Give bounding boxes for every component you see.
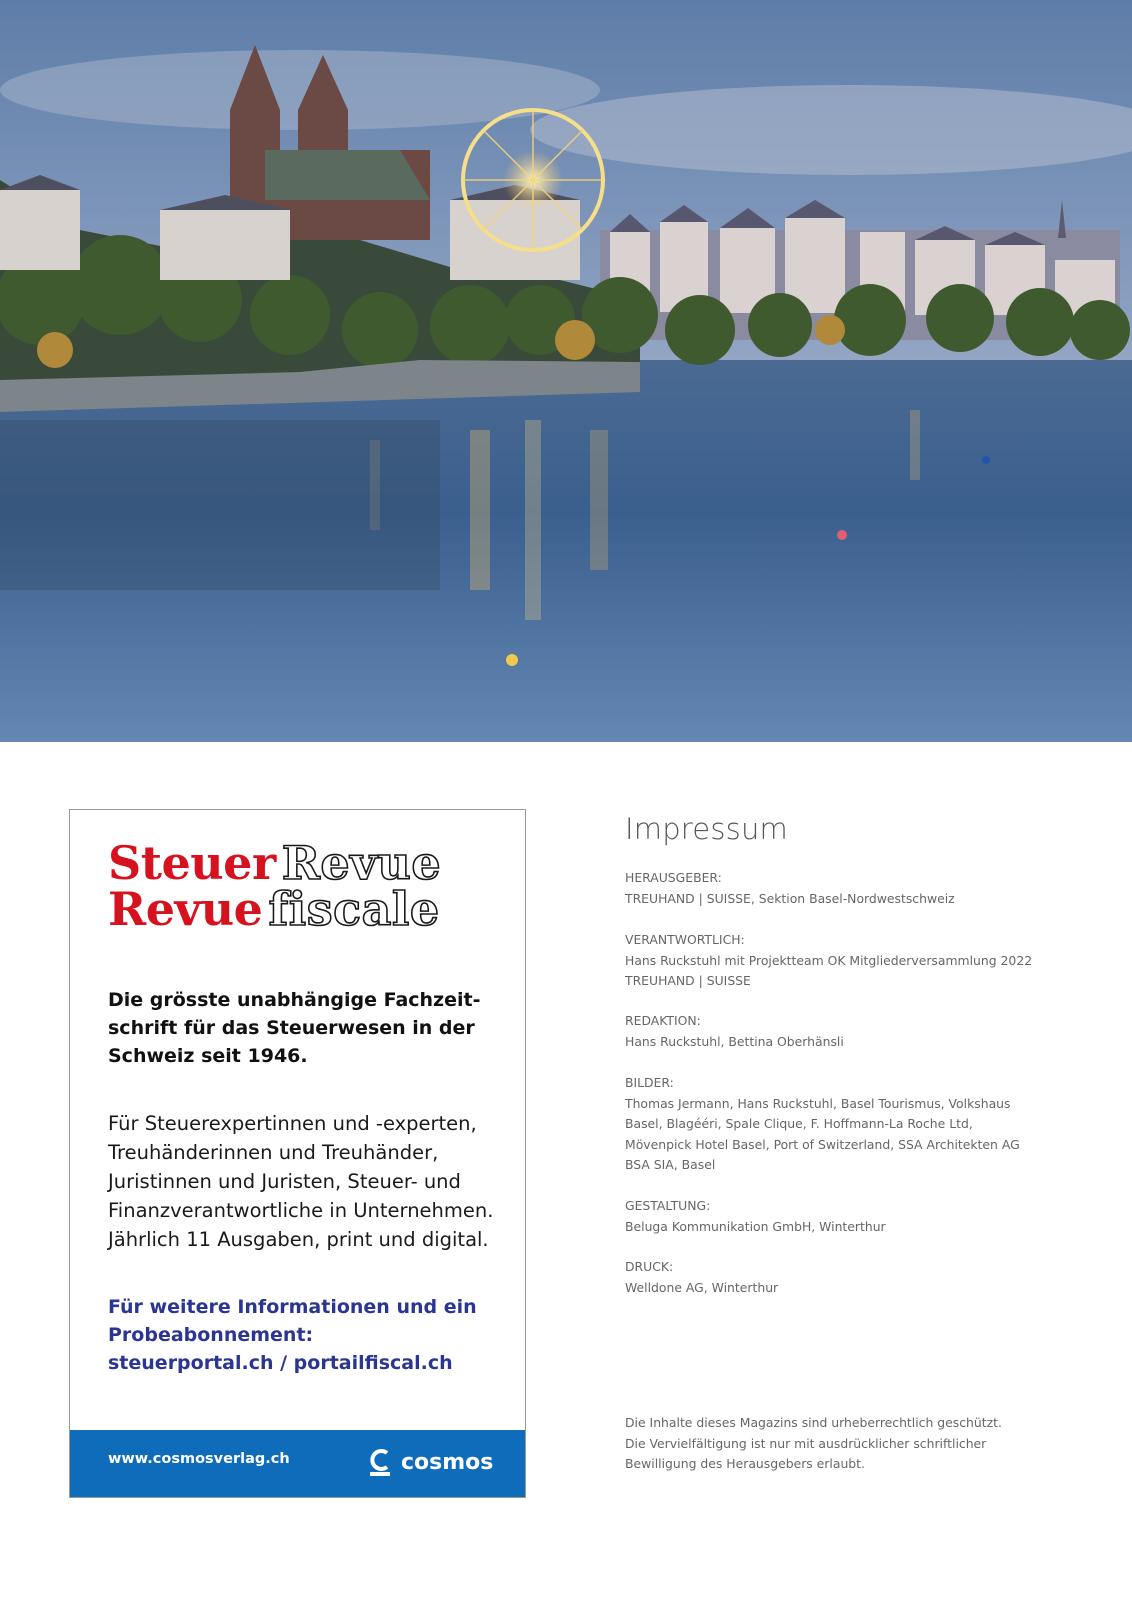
- ad-lead-text: [108, 986, 508, 1070]
- copyright-line: Die Inhalte dieses Magazins sind urheberrechtlich geschützt.: [625, 1415, 1002, 1430]
- impressum-line: Basel, Blagééri, Spale Clique, F. Hoffmann-La Roche Ltd,: [625, 1116, 973, 1131]
- logo-line-2: [108, 882, 440, 936]
- ad-info-line: Für weitere Informationen und ein: [108, 1296, 477, 1318]
- impressum-bilder: [625, 1073, 1065, 1176]
- ad-body-text: [108, 1109, 508, 1254]
- logo-fiscale-outline: fiscale: [268, 882, 440, 936]
- impressum-line: Hans Ruckstuhl, Bettina Oberhänsli: [625, 1033, 844, 1049]
- impressum-line: Welldone AG, Winterthur: [625, 1279, 779, 1295]
- copyright-notice: [625, 1413, 1065, 1475]
- impressum-druck: [625, 1257, 1065, 1298]
- ad-lead-line: Schweiz seit 1946.: [108, 1045, 308, 1067]
- impressum-gestaltung: [625, 1196, 1065, 1237]
- impressum-label: VERANTWORTLICH:: [625, 932, 745, 947]
- impressum-label: HERAUSGEBER:: [625, 870, 722, 885]
- logo-revue: Revue: [108, 882, 263, 936]
- impressum-line: TREUHAND | SUISSE: [625, 973, 751, 988]
- cosmos-wordmark: cosmos: [401, 1449, 494, 1475]
- impressum-label: GESTALTUNG:: [625, 1198, 711, 1213]
- impressum-line: Mövenpick Hotel Basel, Port of Switzerland, SSA Architekten AG: [625, 1136, 1020, 1152]
- ad-lead-line: schrift für das Steuerwesen in der: [108, 1017, 475, 1039]
- ad-body-line: Treuhänderinnen und Treuhänder,: [108, 1141, 439, 1164]
- cosmos-logo: [369, 1444, 493, 1480]
- impressum-line: Beluga Kommunikation GmbH, Winterthur: [625, 1218, 886, 1234]
- hero-photo-basel: [0, 0, 1132, 742]
- impressum-line: Hans Ruckstuhl mit Projektteam OK Mitgliederversammlung 2022: [625, 952, 1033, 968]
- ad-body-line: Juristinnen und Juristen, Steuer- und: [108, 1170, 461, 1193]
- impressum-line: TREUHAND | SUISSE, Sektion Basel-Nordwestschweiz: [625, 890, 955, 906]
- logo-steuer: Steuer: [108, 836, 276, 890]
- cosmosverlag-link[interactable]: www.cosmosverlag.ch: [108, 1451, 290, 1467]
- impressum-verantwortlich: [625, 930, 1065, 992]
- ad-lead-line: Die grösste unabhängige Fachzeit-: [108, 989, 481, 1011]
- ad-body-line: Für Steuerexpertinnen und -experten,: [108, 1112, 477, 1135]
- impressum-label: REDAKTION:: [625, 1013, 701, 1028]
- ad-info-link[interactable]: [108, 1293, 508, 1377]
- cosmos-c-icon: [369, 1447, 391, 1477]
- ad-footer-bar: [70, 1430, 525, 1497]
- impressum-label: DRUCK:: [625, 1259, 674, 1274]
- impressum-line: BSA SIA, Basel: [625, 1157, 716, 1172]
- impressum-line: Thomas Jermann, Hans Ruckstuhl, Basel Tourismus, Volkshaus: [625, 1095, 1011, 1111]
- copyright-line: Die Vervielfältigung ist nur mit ausdrücklicher schriftlicher: [625, 1435, 987, 1451]
- impressum-label: BILDER:: [625, 1075, 674, 1090]
- ad-body-line: Finanzverantwortliche in Unternehmen.: [108, 1199, 494, 1222]
- impressum-herausgeber: [625, 868, 1065, 909]
- steuer-revue-ad: [69, 809, 526, 1498]
- ad-body-line: Jährlich 11 Ausgaben, print und digital.: [108, 1228, 489, 1251]
- logo-revue-outline: Revue: [281, 836, 442, 890]
- logo-line-1: [108, 836, 442, 890]
- impressum-redaktion: [625, 1011, 1065, 1052]
- ad-info-line: Probeabonnement:: [108, 1324, 314, 1346]
- copyright-line: Bewilligung des Herausgebers erlaubt.: [625, 1456, 865, 1471]
- impressum-title: Impressum: [625, 812, 788, 846]
- ad-info-url[interactable]: steuerportal.ch / portailfiscal.ch: [108, 1352, 453, 1374]
